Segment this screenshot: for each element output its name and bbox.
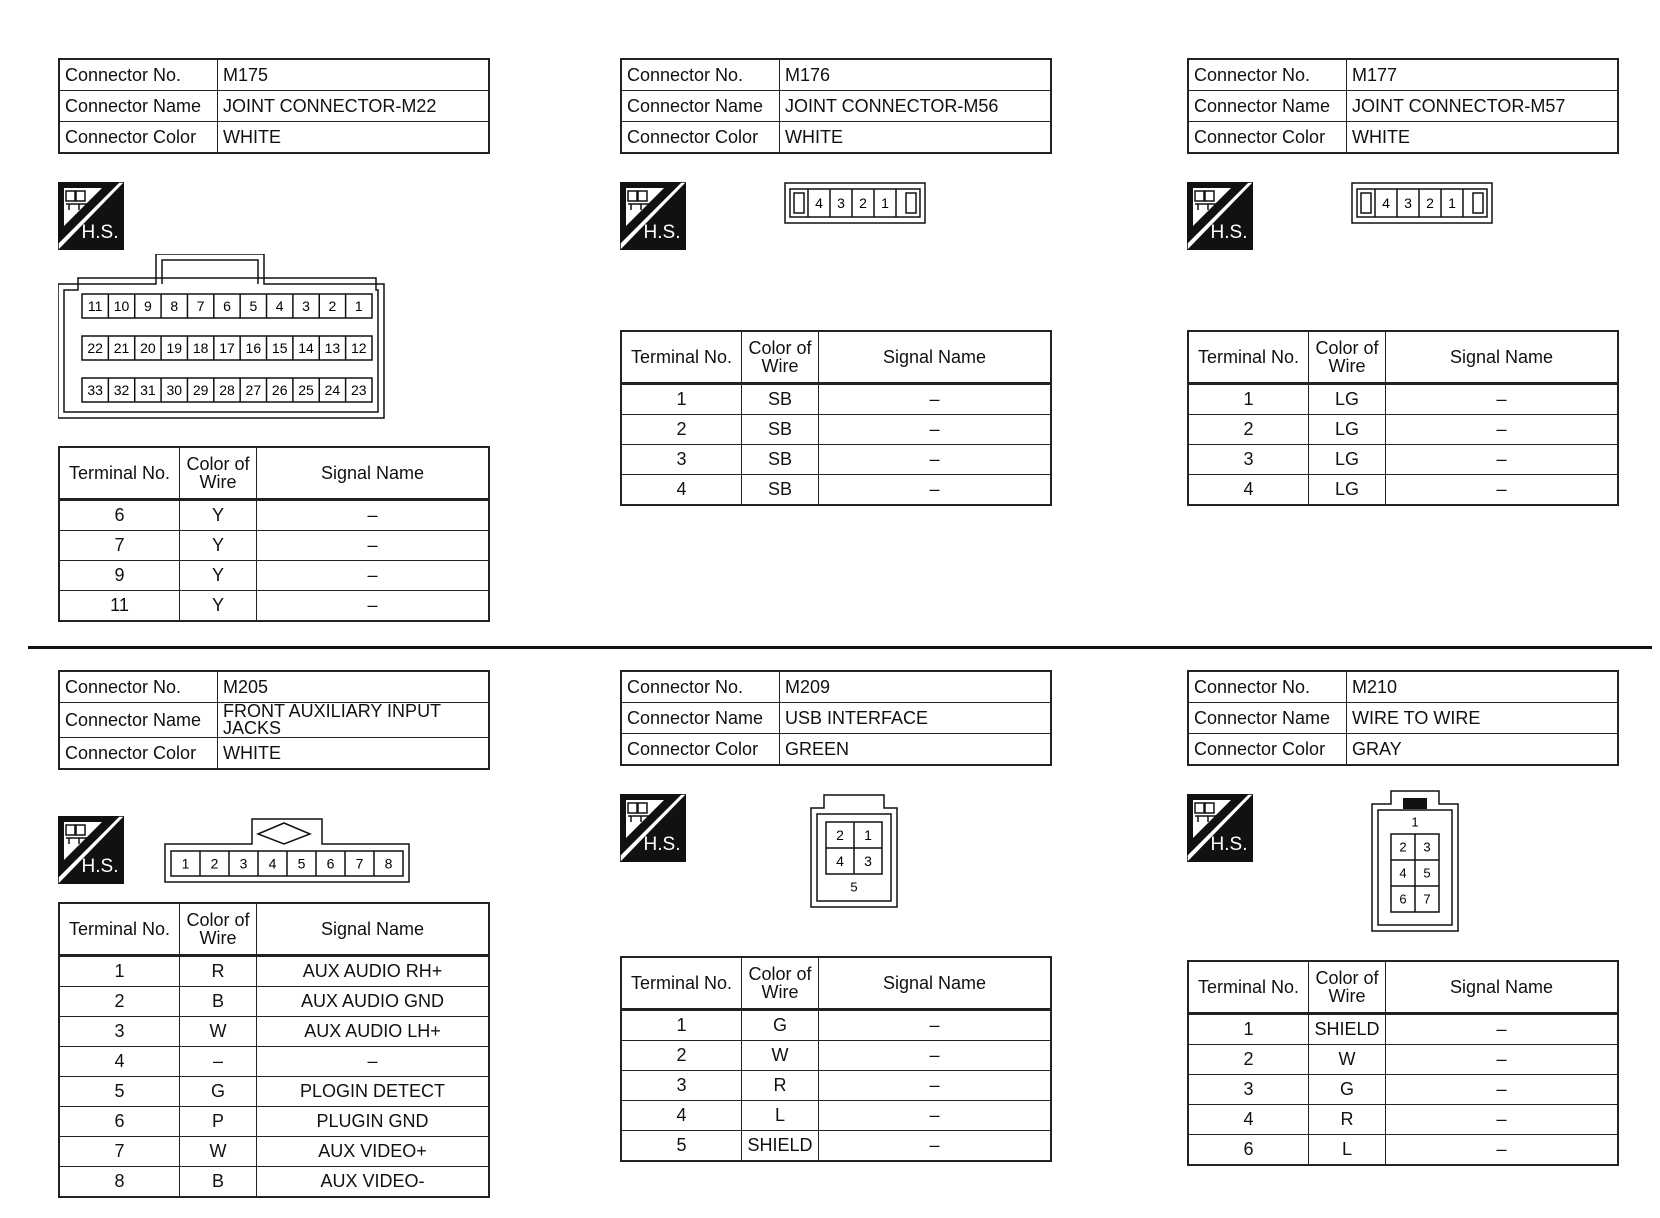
terminal-number: 3: [621, 1071, 742, 1101]
connector-number-row: [621, 59, 1051, 91]
signal-name: –: [1386, 1075, 1619, 1105]
pin-number: 7: [355, 855, 364, 872]
wire-color: L: [1309, 1135, 1386, 1166]
pin-number: 1: [881, 195, 889, 211]
wire-color: B: [180, 1167, 257, 1198]
terminal-number: 3: [1188, 445, 1309, 475]
pin-number: 1: [864, 827, 872, 843]
connector-name-label: Connector Name: [621, 91, 780, 122]
pin-number: 2: [1399, 839, 1407, 855]
connector-name-label: Connector Name: [1188, 91, 1347, 122]
connector-number-row: [59, 671, 489, 703]
pin-number: 7: [196, 298, 205, 314]
pin-number: 20: [140, 340, 156, 356]
terminal-number: 8: [59, 1167, 180, 1198]
wire-color: LG: [1309, 445, 1386, 475]
pin-number: 28: [219, 382, 235, 398]
connector-info-table: [58, 58, 490, 154]
wire-color: B: [180, 987, 257, 1017]
wire-color-header: Color of Wire: [742, 331, 819, 384]
connector-name-value: WIRE TO WIRE: [1347, 703, 1619, 734]
connector-face-diagram: [784, 182, 926, 224]
pin-number: 21: [113, 340, 130, 356]
signal-name-header: Signal Name: [257, 447, 490, 500]
table-row: [59, 1047, 489, 1077]
connector-number-value: M175: [218, 59, 490, 91]
connector-block: [1187, 58, 1619, 518]
wire-color: LG: [1309, 415, 1386, 445]
wire-color: Y: [180, 591, 257, 622]
pin-number: 29: [192, 382, 209, 398]
wire-color: R: [1309, 1105, 1386, 1135]
pin-number: 30: [166, 382, 183, 398]
pin-number: 7: [1423, 891, 1431, 907]
connector-name-row: [1188, 703, 1618, 734]
terminal-number: 1: [621, 384, 742, 415]
pin-number: 3: [837, 195, 845, 211]
table-row: [59, 956, 489, 987]
pin-number: 4: [815, 195, 823, 211]
terminal-table: [58, 902, 490, 1198]
terminal-table-header: [1188, 331, 1618, 384]
wire-color-header: Color of Wire: [180, 447, 257, 500]
pin-number: 6: [1399, 891, 1407, 907]
terminal-no-header: Terminal No.: [621, 331, 742, 384]
pin-number: 13: [324, 340, 341, 356]
table-row: [1188, 1105, 1618, 1135]
signal-name: –: [1386, 1135, 1619, 1166]
pin-number: 18: [192, 340, 209, 356]
connector-color-value: WHITE: [218, 738, 490, 770]
table-row: [1188, 384, 1618, 415]
terminal-number: 2: [1188, 1045, 1309, 1075]
wire-color: Y: [180, 531, 257, 561]
connector-block: [620, 670, 1052, 1176]
signal-name: –: [819, 384, 1052, 415]
terminal-table: [58, 446, 490, 622]
wire-color: SHIELD: [742, 1131, 819, 1162]
terminal-number: 4: [621, 475, 742, 506]
pin-number: 9: [144, 298, 152, 314]
connector-info-table: [620, 58, 1052, 154]
signal-name: –: [1386, 1045, 1619, 1075]
connector-name-row: [1188, 91, 1618, 122]
table-row: [1188, 1045, 1618, 1075]
pin-number: 2: [210, 855, 219, 872]
pin-number: 3: [239, 855, 248, 872]
signal-name: –: [1386, 1014, 1619, 1045]
wire-color: W: [180, 1017, 257, 1047]
pin-number: 10: [113, 298, 130, 314]
pin-number: 5: [850, 879, 858, 895]
pin-number: 32: [113, 382, 130, 398]
pin-number: 2: [859, 195, 867, 211]
signal-name: AUX AUDIO GND: [257, 987, 490, 1017]
connector-name-label: Connector Name: [59, 703, 218, 738]
connector-name-value: USB INTERFACE: [780, 703, 1052, 734]
terminal-number: 7: [59, 1137, 180, 1167]
connector-name-label: Connector Name: [59, 91, 218, 122]
wire-color: P: [180, 1107, 257, 1137]
harness-side-icon: [1187, 794, 1253, 862]
wire-color-header: Color of Wire: [180, 903, 257, 956]
table-row: [1188, 445, 1618, 475]
table-row: [621, 1131, 1051, 1162]
connector-face-diagram: [1371, 790, 1459, 932]
connector-color-label: Connector Color: [59, 738, 218, 770]
pin-number: 4: [275, 298, 284, 314]
wire-color: W: [742, 1041, 819, 1071]
pin-number: 4: [268, 855, 277, 872]
table-row: [1188, 1075, 1618, 1105]
terminal-table-header: [621, 957, 1051, 1010]
connector-color-row: [1188, 734, 1618, 766]
connector-color-row: [1188, 122, 1618, 154]
terminal-number: 6: [59, 1107, 180, 1137]
connector-number-row: [1188, 59, 1618, 91]
terminal-number: 3: [59, 1017, 180, 1047]
wire-color: R: [180, 956, 257, 987]
connector-number-value: M176: [780, 59, 1052, 91]
terminal-number: 6: [1188, 1135, 1309, 1166]
section-divider: [28, 646, 1652, 649]
table-row: [59, 1107, 489, 1137]
pin-number: 16: [245, 340, 262, 356]
pin-number: 4: [1399, 865, 1407, 881]
pin-number: 8: [170, 298, 179, 314]
pin-number: 26: [271, 382, 288, 398]
wire-color: SB: [742, 415, 819, 445]
table-row: [59, 1017, 489, 1047]
connector-color-row: [59, 738, 489, 770]
signal-name-header: Signal Name: [1386, 331, 1619, 384]
connector-info-table: [58, 670, 490, 770]
connector-number-label: Connector No.: [1188, 671, 1347, 703]
connector-color-value: WHITE: [1347, 122, 1619, 154]
table-row: [1188, 1014, 1618, 1045]
wire-color: R: [742, 1071, 819, 1101]
terminal-number: 1: [1188, 384, 1309, 415]
harness-side-icon: [620, 182, 686, 250]
signal-name: –: [819, 475, 1052, 506]
hs-label: H.S.: [643, 222, 681, 243]
terminal-number: 1: [621, 1010, 742, 1041]
table-row: [621, 475, 1051, 506]
terminal-table-header: [59, 447, 489, 500]
signal-name: –: [257, 591, 490, 622]
harness-side-icon: [58, 816, 124, 884]
signal-name: –: [1386, 1105, 1619, 1135]
connector-number-label: Connector No.: [1188, 59, 1347, 91]
connector-color-value: GREEN: [780, 734, 1052, 766]
pin-number: 1: [1448, 195, 1456, 211]
signal-name-header: Signal Name: [257, 903, 490, 956]
connector-number-label: Connector No.: [621, 671, 780, 703]
connector-number-row: [621, 671, 1051, 703]
wire-color: Y: [180, 561, 257, 591]
signal-name: –: [257, 500, 490, 531]
terminal-no-header: Terminal No.: [59, 447, 180, 500]
pin-number: 4: [1382, 195, 1390, 211]
terminal-number: 11: [59, 591, 180, 622]
signal-name: –: [1386, 415, 1619, 445]
pin-number: 4: [836, 853, 844, 869]
pin-number: 1: [181, 855, 190, 872]
terminal-table: [620, 330, 1052, 506]
pin-number: 3: [302, 298, 310, 314]
connector-color-label: Connector Color: [59, 122, 218, 154]
table-row: [59, 591, 489, 622]
pin-number: 33: [87, 382, 103, 398]
wire-color-header: Color of Wire: [742, 957, 819, 1010]
table-row: [59, 1137, 489, 1167]
signal-name: –: [819, 415, 1052, 445]
connector-info-table: [1187, 58, 1619, 154]
pin-number: 6: [223, 298, 231, 314]
signal-name: AUX AUDIO RH+: [257, 956, 490, 987]
connector-name-label: Connector Name: [1188, 703, 1347, 734]
connector-name-value: FRONT AUXILIARY INPUT JACKS: [218, 703, 490, 738]
connector-color-label: Connector Color: [1188, 122, 1347, 154]
connector-name-row: [621, 91, 1051, 122]
terminal-table: [1187, 330, 1619, 506]
connector-block: [58, 670, 490, 1218]
harness-side-icon: [58, 182, 124, 250]
connector-number-value: M205: [218, 671, 490, 703]
connector-number-label: Connector No.: [621, 59, 780, 91]
wire-color: LG: [1309, 384, 1386, 415]
connector-color-label: Connector Color: [621, 734, 780, 766]
pin-number: 5: [1423, 865, 1431, 881]
signal-name: –: [819, 445, 1052, 475]
table-row: [59, 561, 489, 591]
connector-name-row: [59, 703, 489, 738]
connector-number-value: M210: [1347, 671, 1619, 703]
hs-label: H.S.: [81, 856, 119, 877]
connector-color-label: Connector Color: [621, 122, 780, 154]
table-row: [1188, 475, 1618, 506]
signal-name: –: [257, 1047, 490, 1077]
connector-info-table: [620, 670, 1052, 766]
pin-number: 2: [328, 298, 337, 314]
pin-number: 2: [1426, 195, 1434, 211]
table-row: [59, 1077, 489, 1107]
wire-color-header: Color of Wire: [1309, 961, 1386, 1014]
signal-name: –: [819, 1071, 1052, 1101]
signal-name: AUX VIDEO-: [257, 1167, 490, 1198]
connector-number-value: M177: [1347, 59, 1619, 91]
connector-color-value: WHITE: [780, 122, 1052, 154]
pin-number: 6: [326, 855, 335, 872]
pin-number: 15: [271, 340, 288, 356]
connector-number-label: Connector No.: [59, 59, 218, 91]
wire-color: G: [180, 1077, 257, 1107]
pin-number: 17: [219, 340, 235, 356]
wire-color: LG: [1309, 475, 1386, 506]
terminal-number: 1: [1188, 1014, 1309, 1045]
connector-color-row: [59, 122, 489, 154]
terminal-number: 4: [59, 1047, 180, 1077]
connector-info-table: [1187, 670, 1619, 766]
wire-color: W: [180, 1137, 257, 1167]
table-row: [59, 531, 489, 561]
wire-color: SB: [742, 384, 819, 415]
signal-name: PLOGIN DETECT: [257, 1077, 490, 1107]
signal-name: –: [1386, 475, 1619, 506]
pin-number: 14: [298, 340, 314, 356]
terminal-number: 9: [59, 561, 180, 591]
signal-name: –: [1386, 445, 1619, 475]
wire-color: –: [180, 1047, 257, 1077]
signal-name-header: Signal Name: [1386, 961, 1619, 1014]
pin-number: 23: [350, 382, 367, 398]
connector-block: [58, 58, 490, 634]
pin-number: 19: [166, 340, 183, 356]
pin-number: 31: [140, 382, 156, 398]
table-row: [621, 445, 1051, 475]
terminal-no-header: Terminal No.: [59, 903, 180, 956]
signal-name: –: [819, 1010, 1052, 1041]
signal-name-header: Signal Name: [819, 957, 1052, 1010]
terminal-number: 4: [1188, 1105, 1309, 1135]
terminal-table-header: [59, 903, 489, 956]
signal-name: AUX AUDIO LH+: [257, 1017, 490, 1047]
table-row: [621, 1071, 1051, 1101]
connector-face-diagram: [810, 794, 898, 908]
connector-name-value: JOINT CONNECTOR-M22: [218, 91, 490, 122]
connector-color-value: GRAY: [1347, 734, 1619, 766]
wire-color: L: [742, 1101, 819, 1131]
pin-number: 3: [864, 853, 872, 869]
pin-number: 2: [836, 827, 844, 843]
hs-label: H.S.: [1210, 222, 1248, 243]
signal-name: –: [819, 1101, 1052, 1131]
signal-name: –: [819, 1131, 1052, 1162]
wire-color: G: [742, 1010, 819, 1041]
connector-color-label: Connector Color: [1188, 734, 1347, 766]
terminal-number: 4: [621, 1101, 742, 1131]
pin-number: 12: [350, 340, 367, 356]
connector-number-row: [59, 59, 489, 91]
hs-label: H.S.: [643, 834, 681, 855]
table-row: [621, 1101, 1051, 1131]
signal-name: –: [257, 561, 490, 591]
terminal-table: [1187, 960, 1619, 1166]
connector-block: [1187, 670, 1619, 1180]
connector-face-diagram: [164, 818, 410, 884]
table-row: [1188, 415, 1618, 445]
terminal-number: 6: [59, 500, 180, 531]
connector-name-row: [59, 91, 489, 122]
table-row: [621, 415, 1051, 445]
connector-block: [620, 58, 1052, 518]
terminal-number: 2: [621, 1041, 742, 1071]
terminal-no-header: Terminal No.: [1188, 331, 1309, 384]
terminal-no-header: Terminal No.: [621, 957, 742, 1010]
table-row: [59, 500, 489, 531]
table-row: [59, 987, 489, 1017]
table-row: [621, 1010, 1051, 1041]
connector-face-diagram: [1351, 182, 1493, 224]
wire-color: Y: [180, 500, 257, 531]
terminal-number: 3: [1188, 1075, 1309, 1105]
hs-label: H.S.: [81, 222, 119, 243]
table-row: [621, 1041, 1051, 1071]
connector-color-value: WHITE: [218, 122, 490, 154]
terminal-no-header: Terminal No.: [1188, 961, 1309, 1014]
pin-number: 22: [87, 340, 103, 356]
terminal-number: 2: [1188, 415, 1309, 445]
terminal-number: 4: [1188, 475, 1309, 506]
pin-number: 25: [298, 382, 314, 398]
pin-number: 8: [384, 855, 393, 872]
signal-name-header: Signal Name: [819, 331, 1052, 384]
signal-name: PLUGIN GND: [257, 1107, 490, 1137]
pin-number: 11: [87, 298, 103, 314]
terminal-number: 5: [59, 1077, 180, 1107]
pin-number: 3: [1404, 195, 1412, 211]
terminal-number: 2: [621, 415, 742, 445]
signal-name: –: [819, 1041, 1052, 1071]
wire-color: SB: [742, 475, 819, 506]
terminal-number: 2: [59, 987, 180, 1017]
connector-number-value: M209: [780, 671, 1052, 703]
terminal-number: 3: [621, 445, 742, 475]
wire-color: G: [1309, 1075, 1386, 1105]
wire-color: SB: [742, 445, 819, 475]
terminal-number: 7: [59, 531, 180, 561]
pin-number: 1: [354, 298, 363, 314]
wire-color: W: [1309, 1045, 1386, 1075]
pin-number: 5: [249, 298, 258, 314]
pin-number: 27: [245, 382, 262, 398]
signal-name: AUX VIDEO+: [257, 1137, 490, 1167]
pin-number: 24: [324, 382, 341, 398]
harness-side-icon: [620, 794, 686, 862]
harness-side-icon: [1187, 182, 1253, 250]
connector-name-value: JOINT CONNECTOR-M56: [780, 91, 1052, 122]
terminal-table-header: [621, 331, 1051, 384]
table-row: [1188, 1135, 1618, 1166]
connector-name-value: JOINT CONNECTOR-M57: [1347, 91, 1619, 122]
connector-name-label: Connector Name: [621, 703, 780, 734]
connector-color-row: [621, 734, 1051, 766]
hs-label: H.S.: [1210, 834, 1248, 855]
terminal-table-header: [1188, 961, 1618, 1014]
table-row: [621, 384, 1051, 415]
pin-number: 1: [1411, 814, 1419, 830]
connector-number-label: Connector No.: [59, 671, 218, 703]
connector-number-row: [1188, 671, 1618, 703]
pin-number: 3: [1423, 839, 1431, 855]
terminal-table: [620, 956, 1052, 1162]
wire-color-header: Color of Wire: [1309, 331, 1386, 384]
connector-color-row: [621, 122, 1051, 154]
wire-color: SHIELD: [1309, 1014, 1386, 1045]
connector-face-diagram: [58, 254, 388, 420]
connector-name-row: [621, 703, 1051, 734]
signal-name: –: [257, 531, 490, 561]
pin-number: 5: [297, 855, 306, 872]
signal-name: –: [1386, 384, 1619, 415]
terminal-number: 1: [59, 956, 180, 987]
terminal-number: 5: [621, 1131, 742, 1162]
table-row: [59, 1167, 489, 1198]
